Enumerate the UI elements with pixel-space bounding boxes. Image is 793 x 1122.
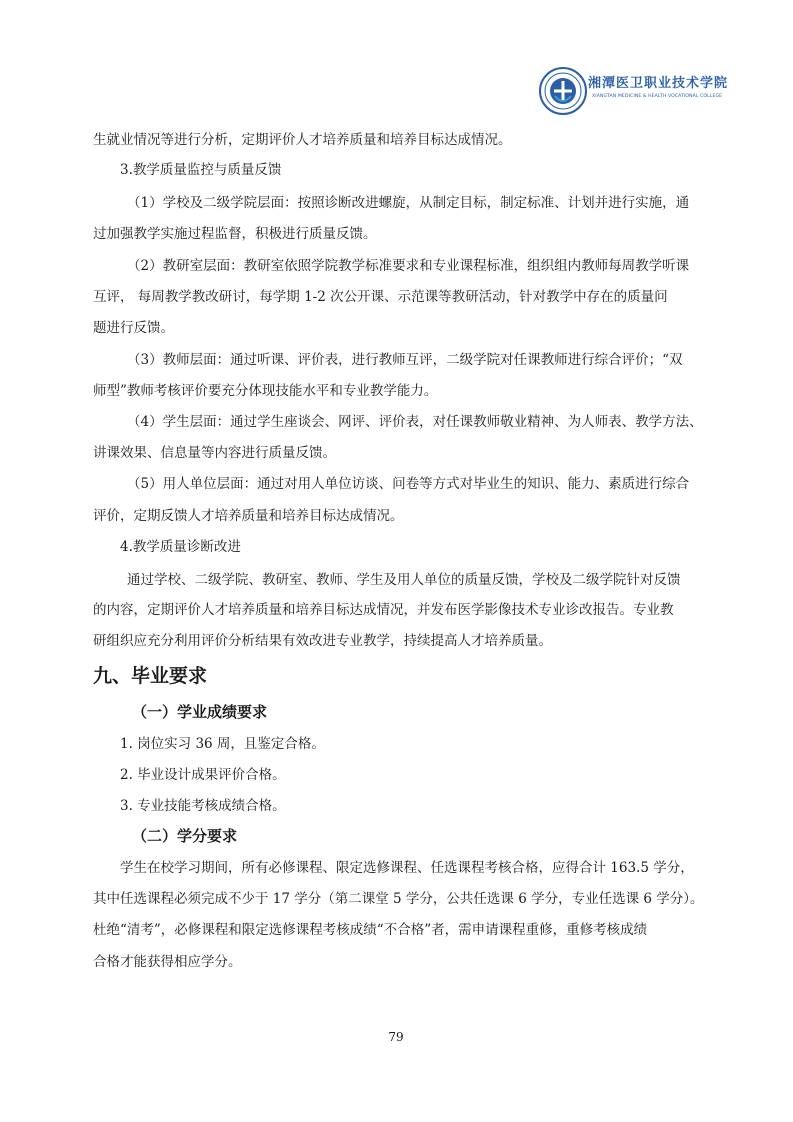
body-line: 杜绝“清考”，必修课程和限定选修课程考核成绩“不合格”者，需申请课程重修，重修考核成绩 [93, 922, 648, 938]
list-item: 2. 毕业设计成果评价合格。 [120, 767, 286, 783]
page-number: 79 [388, 1030, 404, 1044]
college-emblem-icon [538, 66, 588, 116]
body-line: （2）教研室层面：教研室依照学院教学标准要求和专业课程标准，组织组内教师每周教学听课 [127, 258, 690, 274]
subsection-title: （一）学业成绩要求 [132, 703, 268, 721]
school-name-en: XIANGTAN MEDICINE & HEALTH VOCATIONAL COLLEGE [592, 94, 723, 99]
section-title: 九、毕业要求 [93, 665, 208, 687]
body-line: 互评， 每周教学教改研讨，每学期 1-2 次公开课、示范课等教研活动，针对教学中存在的质量问 [93, 289, 668, 305]
school-name-cn: 湘潭医卫职业技术学院 [588, 76, 729, 91]
body-line: 师型”教师考核评价要充分体现技能水平和专业教学能力。 [93, 383, 438, 399]
body-line: 题进行反馈。 [93, 320, 174, 336]
header-logo [538, 62, 728, 120]
subheading-4: 4.教学质量诊断改进 [120, 539, 241, 555]
subsection-title: （二）学分要求 [132, 827, 238, 845]
body-line: 过加强教学实施过程监督，积极进行质量反馈。 [93, 226, 377, 242]
list-item: 3. 专业技能考核成绩合格。 [120, 798, 286, 814]
body-line: （5）用人单位层面：通过对用人单位访谈、问卷等方式对毕业生的知识、能力、素质进行综合 [127, 476, 690, 492]
body-line: （4）学生层面：通过学生座谈会、网评、评价表，对任课教师敬业精神、为人师表、教学方法、 [127, 414, 703, 430]
body-line: 讲课效果、信息量等内容进行质量反馈。 [93, 445, 336, 461]
body-line: 通过学校、二级学院、教研室、教师、学生及用人单位的质量反馈，学校及二级学院针对反馈 [127, 572, 681, 588]
list-item: 1. 岗位实习 36 周，且鉴定合格。 [120, 736, 325, 752]
body-line: 评价，定期反馈人才培养质量和培养目标达成情况。 [93, 508, 404, 524]
body-line: 的内容，定期评价人才培养质量和培养目标达成情况，并发布医学影像技术专业诊改报告。专业教 [93, 602, 674, 618]
body-line: （3）教师层面：通过听课、评价表，进行教师互评，二级学院对任课教师进行综合评价；“双 [127, 352, 683, 368]
body-line: 研组织应充分利用评价分析结果有效改进专业教学，持续提高人才培养质量。 [93, 633, 552, 649]
body-line: （1）学校及二级学院层面：按照诊断改进螺旋，从制定目标，制定标准、计划并进行实施，通 [127, 195, 690, 211]
subheading-3: 3.教学质量监控与质量反馈 [120, 162, 282, 178]
body-line: 其中任选课程必须完成不少于 17 学分（第二课堂 5 学分，公共任选课 6 学分，专业任选课 6 学分）。 [93, 891, 704, 907]
body-line: 学生在校学习期间，所有必修课程、限定选修课程、任选课程考核合格，应得合计 163.5 学分， [120, 860, 694, 876]
body-line: 生就业情况等进行分析，定期评价人才培养质量和培养目标达成情况。 [93, 132, 512, 148]
body-line: 合格才能获得相应学分。 [93, 954, 242, 970]
